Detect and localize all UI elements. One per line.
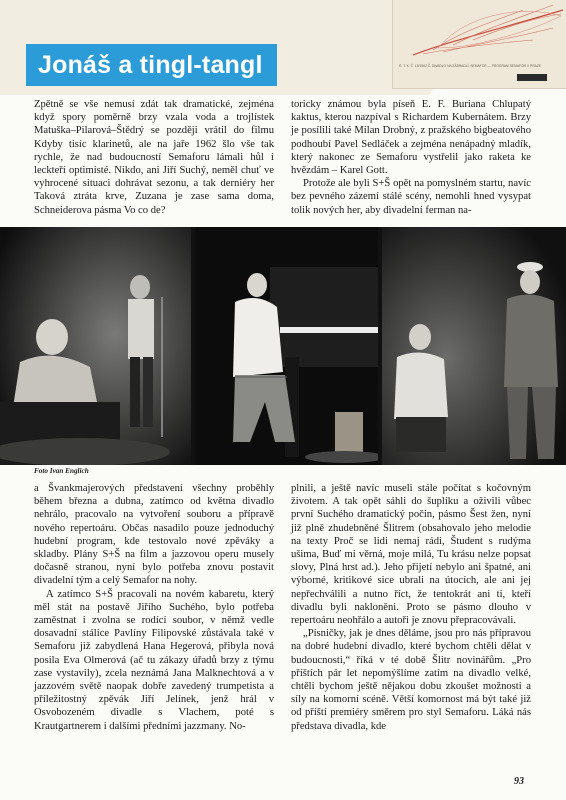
column-1 — [34, 98, 274, 217]
paragraph: Zpětně se vše nemusí zdát tak dramatické, zejména když spory poměrně brzy vzala voda a trojlístek Matuška–Pilarová–Štědrý se později vrátil do filmu Kdyby tisíc klarinetů, ale na jaře 1962 šlo vše tak rychle, že nad budoucností Semaforu lámali hůl i leckteří optimisté. Nikdo, ani Jiří Suchý, neměl chuť ve vyhrocené situaci dohrávat sezonu, a tak derniéry her Taková ztráta krve, Zuzana je zase sama doma, Schneiderova pásma Vo co de? — [34, 99, 274, 216]
photo-strip — [0, 227, 566, 465]
title-banner — [26, 44, 277, 86]
paragraph: plnili, a ještě navíc museli stále počítat s kočovným životem. A tak opět sáhli do šuplíku a oživili vůbec první Suchého dramatický počin, pásmo Šest žen, nyní již plně zhudebněné Šlitrem (obsahovalo jeho melodie na texty Proč se lidi nemaj rádi, Študent s rudýma ušima, Buď mi věrná, moje milá, Tu krásu nelze popsat slovy, Plná hrst ad.). Jeho přijetí nebylo ani špatné, ani výborné, kritikové sice ubrali na útocích, ale ani jej nepřechválili a nutno říct, že tentokrát ani ti, kteří divadlu byli nakloněni. Proto se pásmo dlouho v repertoáru neohřálo a autoři je znovu přepracovávali. — [291, 483, 531, 627]
photo-credit: Foto Ivan Englich — [34, 467, 89, 475]
paragraph: Protože ale byli S+Š opět na pomyslném startu, navíc bez pevného zázemí stálé scény, nemohli hned vysypat tolik nových her, aby divadelní ferman na- — [291, 178, 531, 216]
stage-photo — [382, 227, 566, 465]
paragraph: a Švankmajerových představení všechny proběhly během března a dubna, zatímco od května divadlo nehrálo, pracovalo na vytvoření souboru a přípravě nového repertoáru. Občas nasadilo pouze jednoduchý hudební program, kde testovalo nové zpěváky a skladby. Plány S+Š na film a jazzovou operu musely dočasně stranou, nyní bylo potřeba znovu postavit divadelní tým a celý Semafor na nohy. — [34, 483, 274, 587]
paragraph: „Písničky, jak je dnes děláme, jsou pro nás přípravou na dobré hudební divadlo, které bychom chtěli dělat v budoucnosti,“ říká v té době Šlitr novinářům. „Pro příštích pár let nepomýšlíme zatím na divadlo velké, chtěli bychom ještě nějakou dobu zkoušet možnosti a síly na komorní scéně. Větší komornost má být také již od příští premiéry směrem pro styl Semaforu. Láká nás představa divadla, kde — [291, 628, 531, 732]
page-number: 93 — [514, 776, 524, 787]
stage-photo — [195, 227, 378, 465]
column-2 — [291, 98, 531, 217]
page-title: Jonáš a tingl-tangl — [38, 51, 263, 79]
column-4 — [291, 482, 531, 733]
paragraph: toricky známou byla píseň E. F. Buriana Chlupatý kaktus, kterou nazpíval s Richardem Kubernátem. Brzy je posílili také Milan Drobný, z pražského bigbeatového podhoubí Pavel Sedláček a zejména nenápadný mladík, který nakonec ze Semaforu vystřelil jako raketa ke hvězdám – Karel Gott. — [291, 99, 531, 177]
column-3 — [34, 482, 274, 733]
feather-drawing — [393, 0, 566, 88]
stage-photo — [0, 227, 191, 465]
document-photo — [392, 0, 566, 89]
document-caption: R. T. K. Č. 15/1962 Č. DIVADLO NA ZÁBRADLÍ, SEMAFOR — PROGRAM SEMAFOR V PRAZE — [399, 64, 542, 68]
paragraph: A zatímco S+Š pracovali na novém kabaretu, který měl stát na postavě Jiřího Suchého, bylo potřeba zaměstnat i zvolna se rodící soubor, v němž vedle dosavadní stálice Pavlíny Filipovské zůstávala také v Semaforu již zabydlená Hana Hegerová, přibyla nová posila Eva Olmerová (ač tu zákazy úřadů brzy z týmu zase vystavily), zcela neznámá Jana Malknechtová a v jazzovém světě naopak dobře zavedený trumpetista a příležitostný zpěvák Jiří Jelínek, jenž hrál v Osvobozeném divadle s Vlachem, poté s Krautgartnerem i dalšími předními jazzmany. No- — [34, 588, 274, 732]
